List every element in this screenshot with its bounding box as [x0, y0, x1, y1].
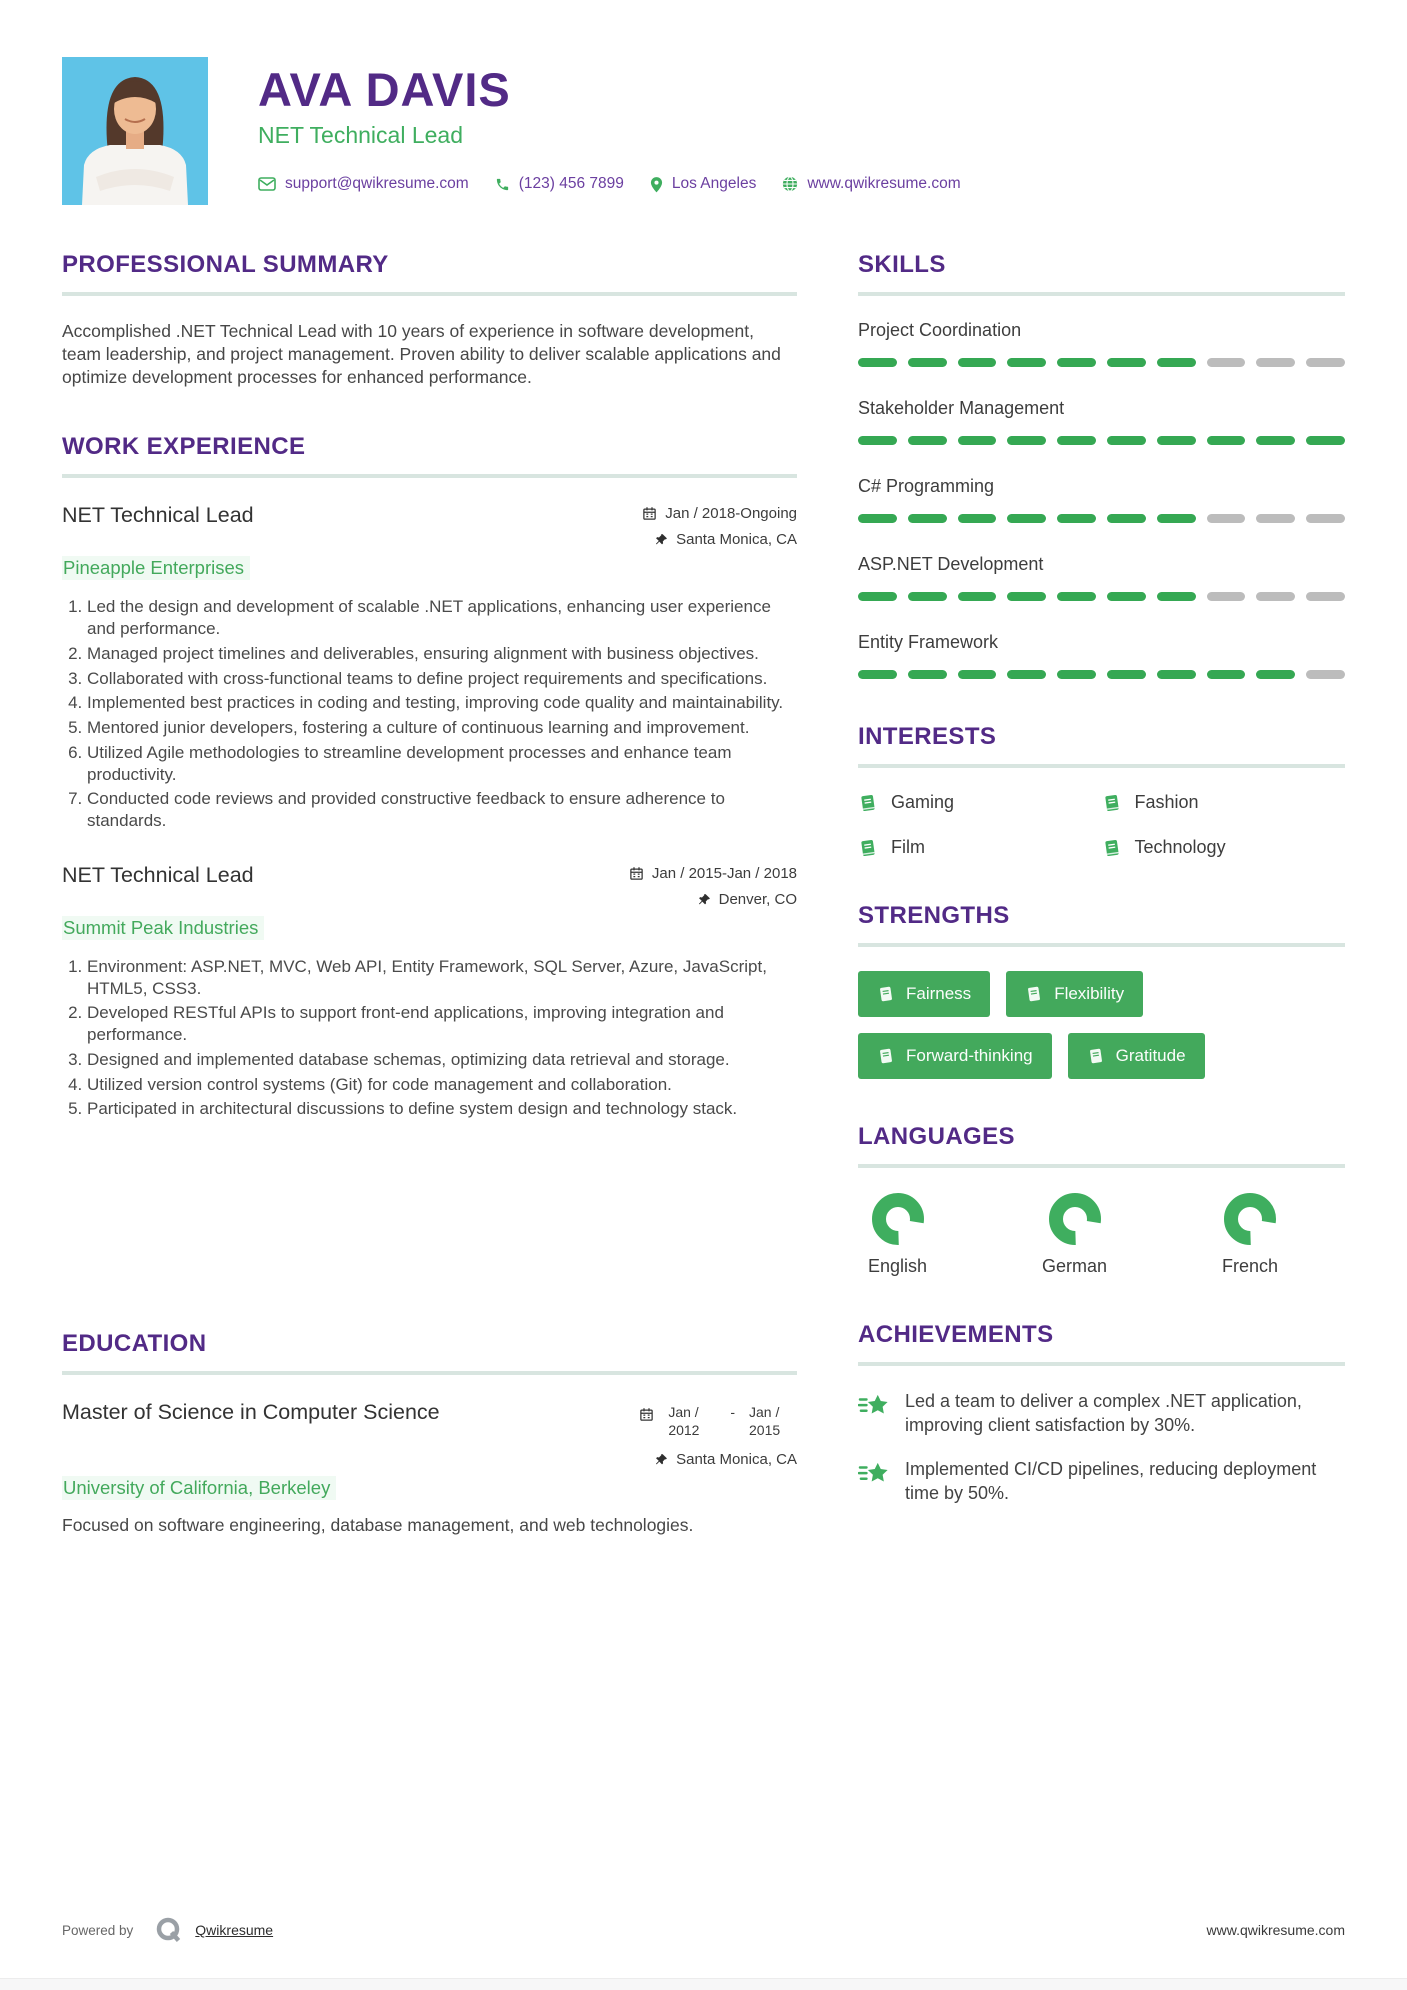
- skill-level-segment: [958, 514, 997, 523]
- section-skills: [858, 251, 1345, 679]
- job-entry: [62, 502, 797, 832]
- candidate-name: AVA DAVIS: [258, 63, 511, 116]
- skill-level-segment: [1057, 592, 1096, 601]
- skill-level-segment: [958, 436, 997, 445]
- interest-label: Film: [891, 837, 925, 857]
- section-underline: [62, 292, 797, 296]
- skill-level-segment: [1157, 670, 1196, 679]
- section-heading: ACHIEVEMENTS: [858, 1321, 1054, 1348]
- skill-level-segment: [1256, 514, 1295, 523]
- profile-photo: [62, 57, 208, 205]
- education-location: [655, 1451, 797, 1468]
- section-underline: [62, 474, 797, 478]
- profile-photo-illustration: [62, 57, 208, 205]
- interest-label: Technology: [1134, 837, 1226, 857]
- school-name: University of California, Berkeley: [62, 1476, 336, 1500]
- skill-name: ASP.NET Development: [858, 554, 1044, 574]
- job-bullet: 5. Mentored junior developers, fostering a culture of continuous learning and improvement.: [87, 717, 797, 739]
- skill-level-bar: [858, 592, 1345, 601]
- job-bullet: 1. Led the design and development of scalable .NET applications, enhancing user experience and performance.: [87, 596, 797, 640]
- skill-level-segment: [958, 358, 997, 367]
- interest-item: [1102, 792, 1346, 813]
- resume-header: [62, 57, 1345, 205]
- skill-level-segment: [1306, 436, 1345, 445]
- skill-level-segment: [1256, 592, 1295, 601]
- job-bullet-list: [62, 596, 797, 832]
- skill-level-segment: [1057, 670, 1096, 679]
- book-icon: [1025, 985, 1043, 1003]
- education-date-end: Jan / 2015: [749, 1404, 781, 1439]
- skill-level-segment: [1057, 358, 1096, 367]
- shooting-star-icon: [858, 1392, 890, 1422]
- summary-text: Accomplished .NET Technical Lead with 10 years of experience in software development, team leadership, and project management. Proven ability to deliver scalable applications and optimize development processes for enhanced performance.: [62, 321, 781, 388]
- calendar-icon: [642, 506, 657, 521]
- skill-level-segment: [1057, 436, 1096, 445]
- contact-website: [782, 175, 960, 193]
- section-work-experience: [62, 433, 797, 1120]
- interest-item: [1102, 837, 1346, 858]
- interests-grid: [858, 792, 1345, 858]
- book-icon: [1102, 838, 1122, 858]
- strength-label: Flexibility: [1054, 984, 1125, 1003]
- skill-name: Stakeholder Management: [858, 398, 1065, 418]
- skill-level-segment: [1306, 514, 1345, 523]
- interest-label: Gaming: [891, 792, 955, 812]
- skill-level-segment: [1107, 670, 1146, 679]
- pushpin-icon: [698, 893, 711, 906]
- degree-title: Master of Science in Computer Science: [62, 1400, 440, 1425]
- powered-by-text: Powered by: [62, 1922, 134, 1938]
- education-description: Focused on software engineering, database management, and web technologies.: [62, 1515, 694, 1536]
- strength-chip: [1006, 971, 1143, 1017]
- phone-text: (123) 456 7899: [518, 175, 624, 193]
- date-separator: -: [730, 1404, 735, 1421]
- education-header: [62, 1399, 797, 1468]
- language-item: [1222, 1192, 1278, 1277]
- job-bullet-list: [62, 956, 797, 1120]
- skill-level-segment: [958, 670, 997, 679]
- skill-level-bar: [858, 670, 1345, 679]
- job-bullet: 4. Implemented best practices in coding and testing, improving code quality and maintainability.: [87, 692, 797, 714]
- pushpin-icon: [655, 1453, 668, 1466]
- skill-level-segment: [1207, 358, 1246, 367]
- calendar-icon: [639, 1407, 654, 1422]
- language-label: German: [1041, 1256, 1108, 1276]
- achievement-text: Implemented CI/CD pipelines, reducing deployment time by 50%.: [905, 1458, 1317, 1503]
- job-meta: [629, 862, 797, 908]
- book-icon: [1087, 1047, 1105, 1065]
- education-date-start: Jan / 2012: [668, 1404, 700, 1439]
- skill-level-bar: [858, 514, 1345, 523]
- strength-chip: [1068, 1033, 1205, 1079]
- job-header: [62, 862, 797, 908]
- section-underline: [858, 764, 1345, 768]
- section-underline: [858, 1362, 1345, 1366]
- language-level-arc-icon: [1223, 1192, 1277, 1246]
- skill-level-segment: [1107, 436, 1146, 445]
- skill-level-segment: [1107, 592, 1146, 601]
- job-dates: [629, 865, 797, 882]
- qwikresume-logo-icon: [155, 1916, 183, 1944]
- skill-level-bar: [858, 436, 1345, 445]
- education-dates: [639, 1403, 797, 1439]
- language-label: French: [1221, 1256, 1278, 1276]
- candidate-title: NET Technical Lead: [258, 122, 464, 149]
- page-footer: [62, 1896, 1345, 1990]
- job-bullet: 6. Utilized Agile methodologies to streamline development processes and enhance team productivity.: [87, 742, 797, 786]
- calendar-icon: [629, 866, 644, 881]
- section-heading: WORK EXPERIENCE: [62, 433, 306, 461]
- skill-level-segment: [1306, 592, 1345, 601]
- header-text: [258, 57, 961, 205]
- section-heading: INTERESTS: [858, 723, 997, 750]
- skill-level-segment: [908, 670, 947, 679]
- section-heading: SKILLS: [858, 251, 946, 278]
- left-column: [62, 251, 797, 1582]
- skill-name: C# Programming: [858, 476, 995, 496]
- job-bullet: 2. Managed project timelines and deliverables, ensuring alignment with business objectives.: [87, 643, 797, 665]
- skill-level-segment: [908, 358, 947, 367]
- achievement-item: [858, 1458, 1345, 1506]
- skill-level-segment: [1306, 358, 1345, 367]
- company-name: Pineapple Enterprises: [62, 556, 250, 580]
- footer-website: www.qwikresume.com: [1206, 1922, 1345, 1938]
- education-meta: [639, 1399, 797, 1468]
- job-bullet: 7. Conducted code reviews and provided constructive feedback to ensure adherence to standards.: [87, 788, 797, 832]
- contact-phone: [495, 175, 624, 193]
- achievement-item: [858, 1390, 1345, 1438]
- pushpin-icon: [655, 533, 668, 546]
- language-label: English: [868, 1256, 928, 1276]
- book-icon: [877, 1047, 895, 1065]
- job-dates: [642, 505, 797, 522]
- skill-level-segment: [1057, 514, 1096, 523]
- skill-level-segment: [1007, 436, 1046, 445]
- skill-level-segment: [858, 358, 897, 367]
- section-underline: [858, 943, 1345, 947]
- contact-email: [258, 175, 469, 193]
- resume-body: [62, 251, 1345, 1896]
- section-interests: [858, 723, 1345, 858]
- job-location-text: Denver, CO: [718, 890, 797, 908]
- website-text[interactable]: www.qwikresume.com: [807, 175, 961, 193]
- skill-level-segment: [1207, 670, 1246, 679]
- skill-level-segment: [1256, 436, 1295, 445]
- skill-level-segment: [858, 436, 897, 445]
- interest-label: Fashion: [1134, 792, 1199, 812]
- skill-name: Project Coordination: [858, 320, 1022, 340]
- company-name: Summit Peak Industries: [62, 916, 264, 940]
- language-item: [868, 1192, 927, 1277]
- job-bullet: 3. Collaborated with cross-functional teams to define project requirements and specifications.: [87, 668, 797, 690]
- book-icon: [858, 838, 878, 858]
- skill-level-segment: [1256, 670, 1295, 679]
- job-bullet: 3. Designed and implemented database schemas, optimizing data retrieval and storage.: [87, 1049, 797, 1071]
- skill-level-segment: [908, 592, 947, 601]
- education-location-text: Santa Monica, CA: [676, 1451, 797, 1469]
- shooting-star-icon: [858, 1460, 890, 1490]
- section-achievements: [858, 1321, 1345, 1506]
- skill-level-segment: [1207, 514, 1246, 523]
- strength-label: Forward-thinking: [906, 1046, 1033, 1065]
- section-heading: STRENGTHS: [858, 902, 1010, 929]
- skill-level-segment: [1256, 358, 1295, 367]
- skill-level-segment: [1157, 358, 1196, 367]
- job-meta: [642, 502, 797, 548]
- globe-icon: [782, 176, 798, 192]
- skill-level-segment: [1107, 358, 1146, 367]
- skill-level-segment: [858, 592, 897, 601]
- job-dates-text: Jan / 2018-Ongoing: [665, 505, 797, 523]
- whitespace-spacer: [62, 1164, 797, 1324]
- skill-level-segment: [908, 436, 947, 445]
- skill-level-bar: [858, 358, 1345, 367]
- contact-location: [650, 175, 756, 193]
- book-icon: [858, 793, 878, 813]
- skill-level-segment: [1207, 436, 1246, 445]
- section-strengths: [858, 902, 1345, 1079]
- skill-level-segment: [1007, 358, 1046, 367]
- mail-icon: [258, 177, 276, 191]
- interest-item: [858, 792, 1102, 813]
- skill-level-segment: [1107, 514, 1146, 523]
- section-heading: LANGUAGES: [858, 1123, 1015, 1150]
- job-dates-text: Jan / 2015-Jan / 2018: [651, 864, 797, 882]
- skill-level-segment: [1007, 514, 1046, 523]
- job-header: [62, 502, 797, 548]
- book-icon: [877, 985, 895, 1003]
- strength-chip: [858, 1033, 1052, 1079]
- skill-level-segment: [908, 514, 947, 523]
- job-bullet: 5. Participated in architectural discussions to define system design and technology stack.: [87, 1098, 797, 1120]
- skill-level-segment: [858, 514, 897, 523]
- strength-chip: [858, 971, 990, 1017]
- skill-level-segment: [858, 670, 897, 679]
- skill-level-segment: [1007, 592, 1046, 601]
- job-title: NET Technical Lead: [62, 503, 254, 528]
- location-text: Los Angeles: [671, 175, 757, 193]
- section-heading: EDUCATION: [62, 1330, 207, 1358]
- job-location: [655, 531, 797, 548]
- location-pin-icon: [650, 176, 663, 193]
- section-professional-summary: [62, 251, 797, 389]
- strength-label: Fairness: [906, 984, 972, 1003]
- skill-level-segment: [958, 592, 997, 601]
- language-level-arc-icon: [1048, 1192, 1102, 1246]
- language-level-arc-icon: [871, 1192, 925, 1246]
- section-languages: [858, 1123, 1345, 1277]
- job-title: NET Technical Lead: [62, 862, 254, 887]
- section-underline: [62, 1371, 797, 1375]
- skill-level-segment: [1306, 670, 1345, 679]
- language-item: [1042, 1192, 1107, 1277]
- skill-name: Entity Framework: [858, 632, 999, 652]
- strength-label: Gratitude: [1115, 1046, 1186, 1065]
- section-underline: [858, 292, 1345, 296]
- phone-icon: [495, 177, 510, 192]
- interest-item: [858, 837, 1102, 858]
- skill-level-segment: [1007, 670, 1046, 679]
- skill-level-segment: [1157, 592, 1196, 601]
- skill-level-segment: [1207, 592, 1246, 601]
- job-entry: [62, 862, 797, 1120]
- achievement-text: Led a team to deliver a complex .NET application, improving client satisfaction by 30%.: [905, 1391, 1302, 1435]
- right-column: [858, 251, 1345, 1550]
- strength-chips: [858, 971, 1278, 1079]
- bottom-edge-strip: [0, 1978, 1407, 1990]
- qwikresume-link[interactable]: Qwikresume: [195, 1922, 274, 1938]
- job-bullet: 1. Environment: ASP.NET, MVC, Web API, Entity Framework, SQL Server, Azure, JavaScript, HTML5, CSS3.: [87, 956, 797, 1000]
- job-bullet: 2. Developed RESTful APIs to support front-end applications, improving integration and performance.: [87, 1002, 797, 1046]
- job-location: [698, 891, 797, 908]
- section-education: [62, 1330, 797, 1537]
- skill-level-segment: [1157, 514, 1196, 523]
- book-icon: [1102, 793, 1122, 813]
- languages-row: [858, 1192, 1278, 1277]
- job-bullet: 4. Utilized version control systems (Git) for code management and collaboration.: [87, 1074, 797, 1096]
- section-underline: [858, 1164, 1345, 1168]
- contact-row: [258, 175, 961, 193]
- job-location-text: Santa Monica, CA: [676, 531, 797, 549]
- section-heading: PROFESSIONAL SUMMARY: [62, 251, 389, 278]
- skills-list: [858, 320, 1345, 679]
- email-text[interactable]: support@qwikresume.com: [285, 175, 469, 193]
- skill-level-segment: [1157, 436, 1196, 445]
